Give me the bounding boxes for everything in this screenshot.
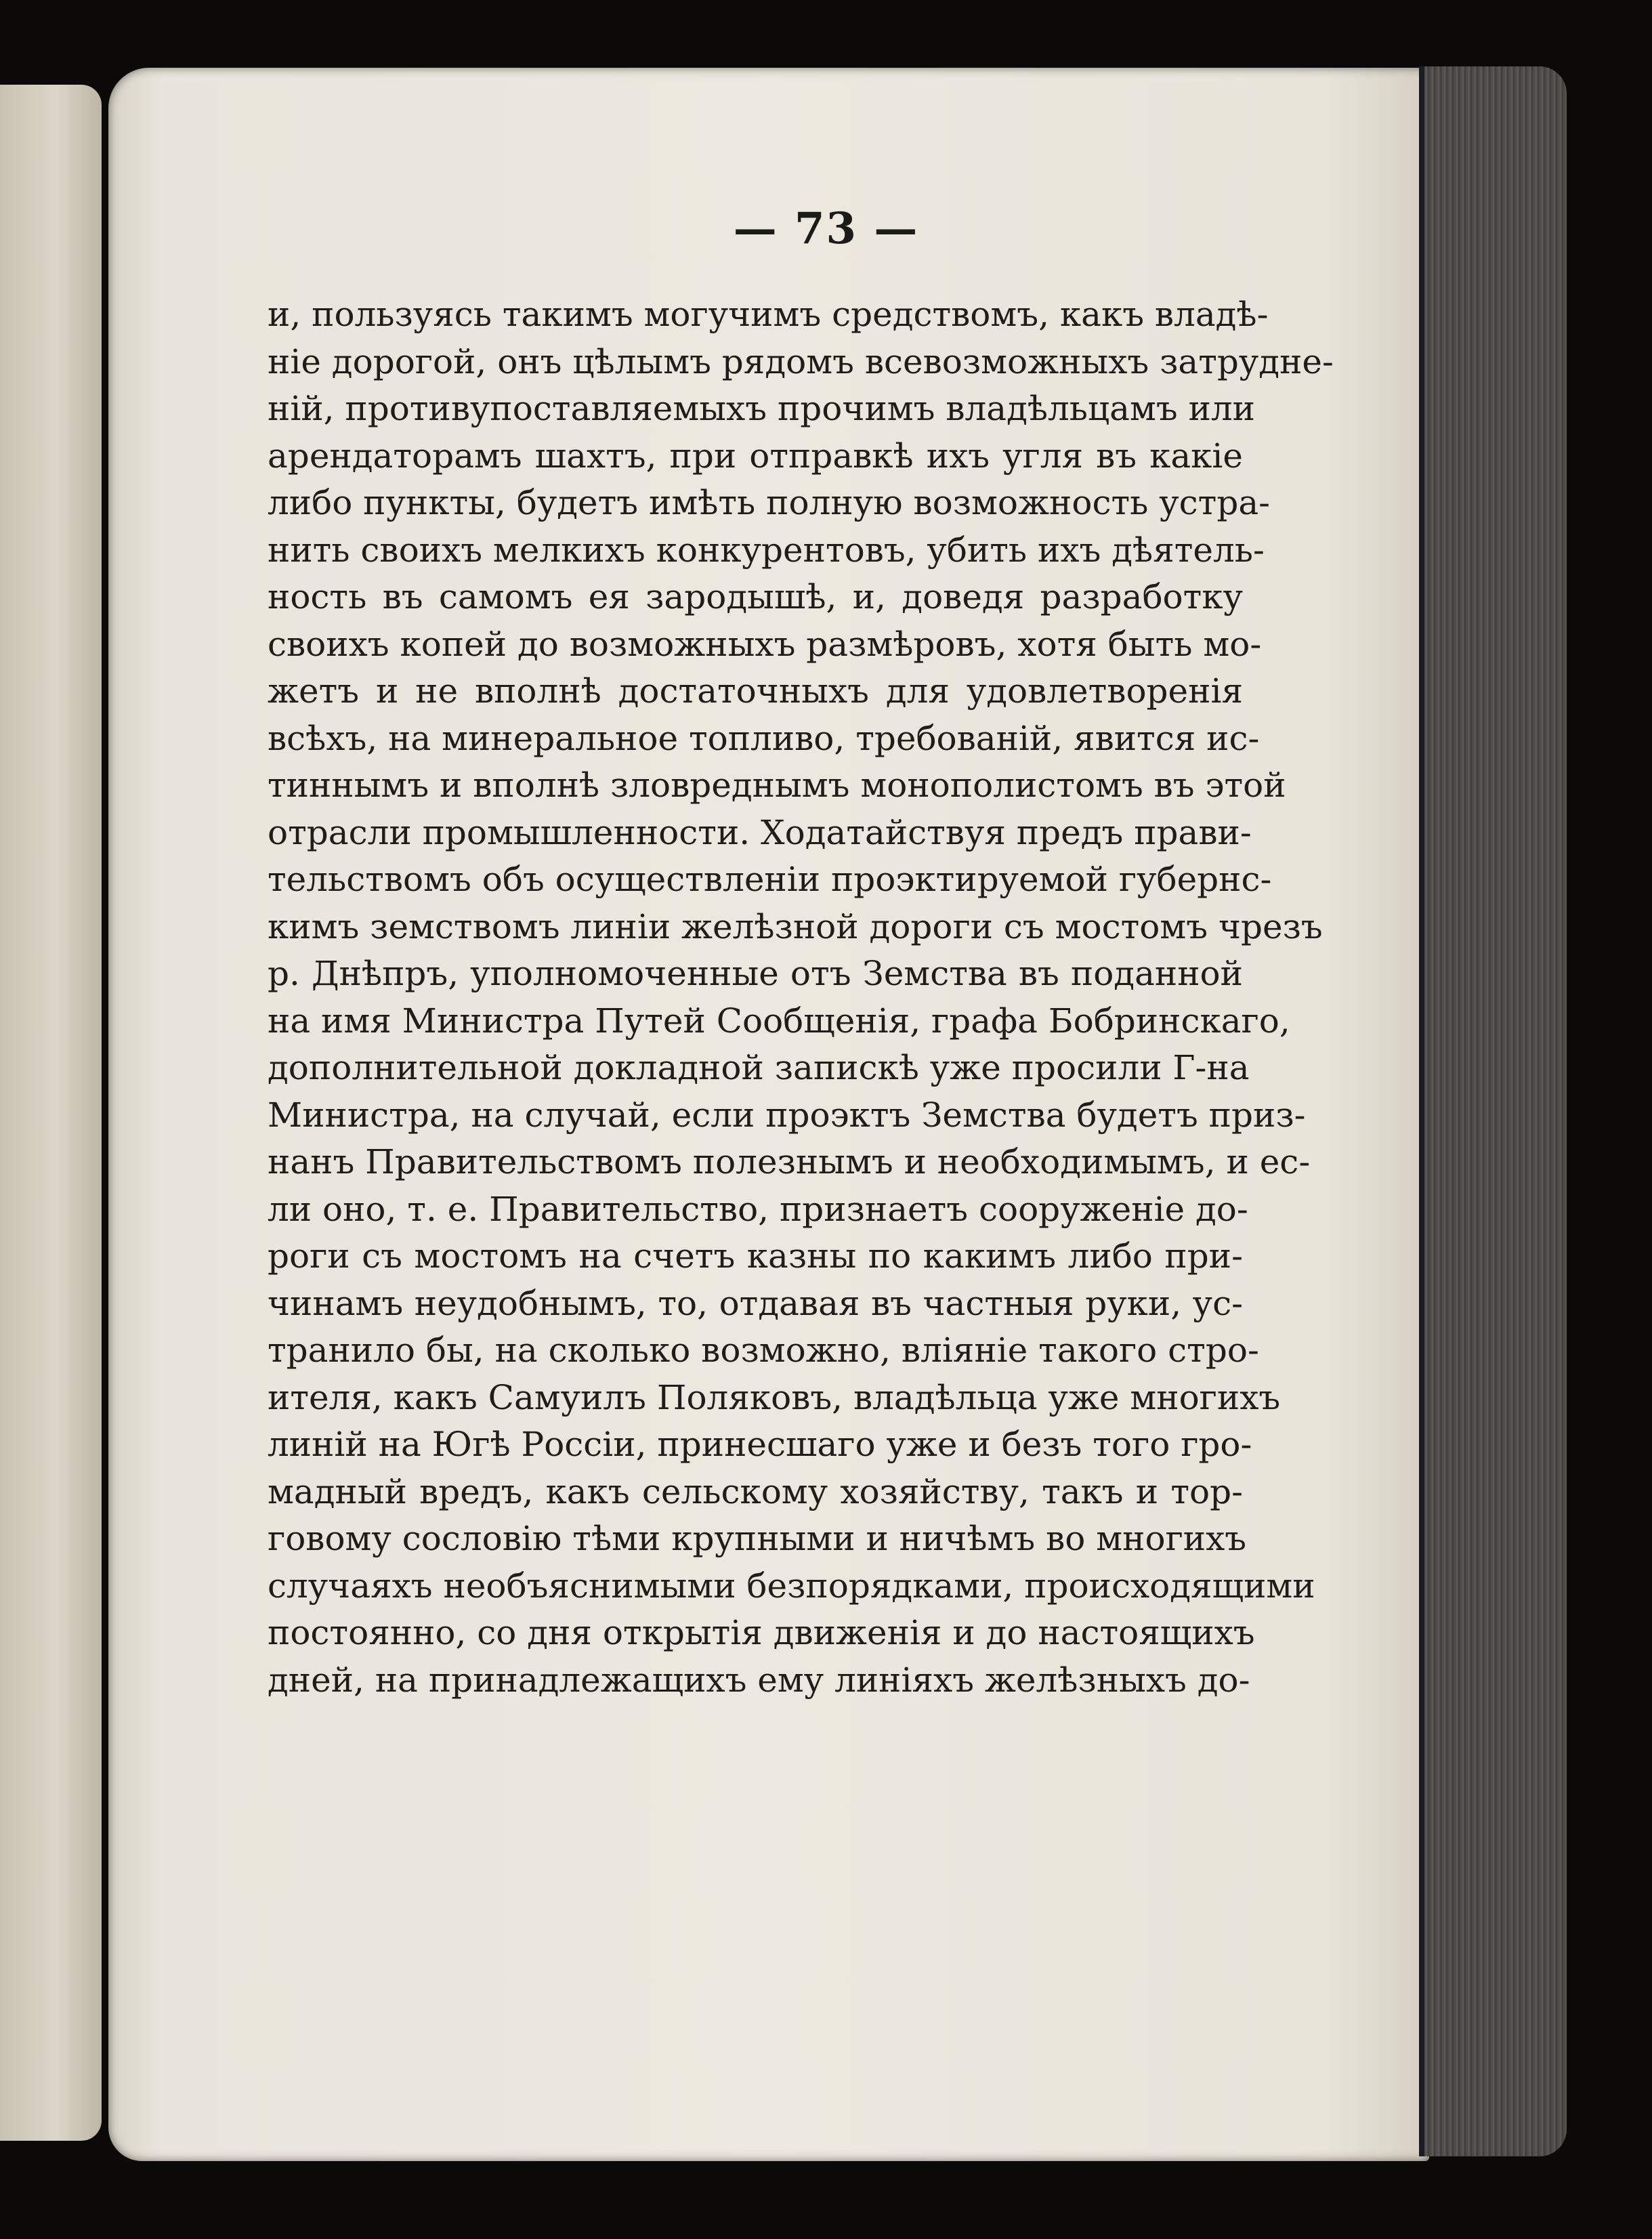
page-number: — 73 — [733,203,919,254]
text-line: нанъ Правительствомъ полезнымъ и необходимымъ, и ес- [268,1142,1311,1181]
text-line: транило бы, на сколько возможно, вліяніе такого стро- [268,1331,1259,1370]
text-line: ніе дорогой, онъ цѣлымъ рядомъ всевозможныхъ затрудне- [268,341,1334,381]
text-line: либо пункты, будетъ имѣть полную возможность устра- [268,483,1271,522]
text-line: отрасли промышленности. Ходатайствуя предъ прави- [268,812,1252,852]
text-line: тиннымъ и вполнѣ зловреднымъ монополистомъ въ этой [268,766,1286,805]
text-line: тельствомъ объ осуществленіи проэктируемой губернс- [268,860,1272,899]
text-line: и, пользуясь такимъ могучимъ средствомъ, какъ владѣ- [268,295,1269,334]
text-line: на имя Министра Путей Сообщенія, графа Бобринскаго, [268,1001,1290,1041]
book-fore-edge [1419,66,1567,2156]
text-line: линій на Югѣ Россіи, принесшаго уже и безъ того гро- [268,1425,1252,1464]
text-line: дней, на принадлежащихъ ему линіяхъ желѣзныхъ до- [268,1660,1250,1700]
text-line: арендаторамъ шахтъ, при отправкѣ ихъ угля въ какіе [268,436,1243,476]
text-line: Министра, на случай, если проэктъ Земства будетъ приз- [268,1095,1306,1135]
text-line: кимъ земствомъ линіи желѣзной дороги съ мостомъ чрезъ [268,906,1323,946]
text-line: чинамъ неудобнымъ, то, отдавая въ частныя руки, ус- [268,1283,1243,1323]
text-line: жетъ и не вполнѣ достаточныхъ для удовлетворенія [268,671,1243,711]
text-line: всѣхъ, на минеральное топливо, требованій, явится ис- [268,718,1260,758]
previous-page-edge [0,85,102,2141]
text-line: постоянно, со дня открытія движенія и до настоящихъ [268,1613,1255,1652]
text-line: случаяхъ необъяснимыми безпорядками, происходящими [268,1566,1315,1606]
body-text [268,291,1334,1704]
text-line: роги съ мостомъ на счетъ казны по какимъ либо при- [268,1236,1243,1276]
text-line: ителя, какъ Самуилъ Поляковъ, владѣльца уже многихъ [268,1377,1281,1417]
text-line: дополнительной докладной запискѣ уже просили Г-на [268,1048,1250,1087]
text-line: нить своихъ мелкихъ конкурентовъ, убить ихъ дѣятель- [268,530,1265,570]
text-line: ность въ самомъ ея зародышѣ, и, доведя разработку [268,577,1243,616]
text-line: мадный вредъ, какъ сельскому хозяйству, такъ и тор- [268,1471,1243,1511]
text-line: ній, противупоставляемыхъ прочимъ владѣльцамъ или [268,389,1255,428]
text-line: ли оно, т. е. Правительство, признаетъ сооруженіе до- [268,1189,1248,1229]
text-line: р. Днѣпръ, уполномоченные отъ Земства въ поданной [268,954,1243,993]
text-line: говому сословію тѣми крупными и ничѣмъ во многихъ [268,1519,1247,1558]
text-line: своихъ копей до возможныхъ размѣровъ, хотя быть мо- [268,624,1262,664]
